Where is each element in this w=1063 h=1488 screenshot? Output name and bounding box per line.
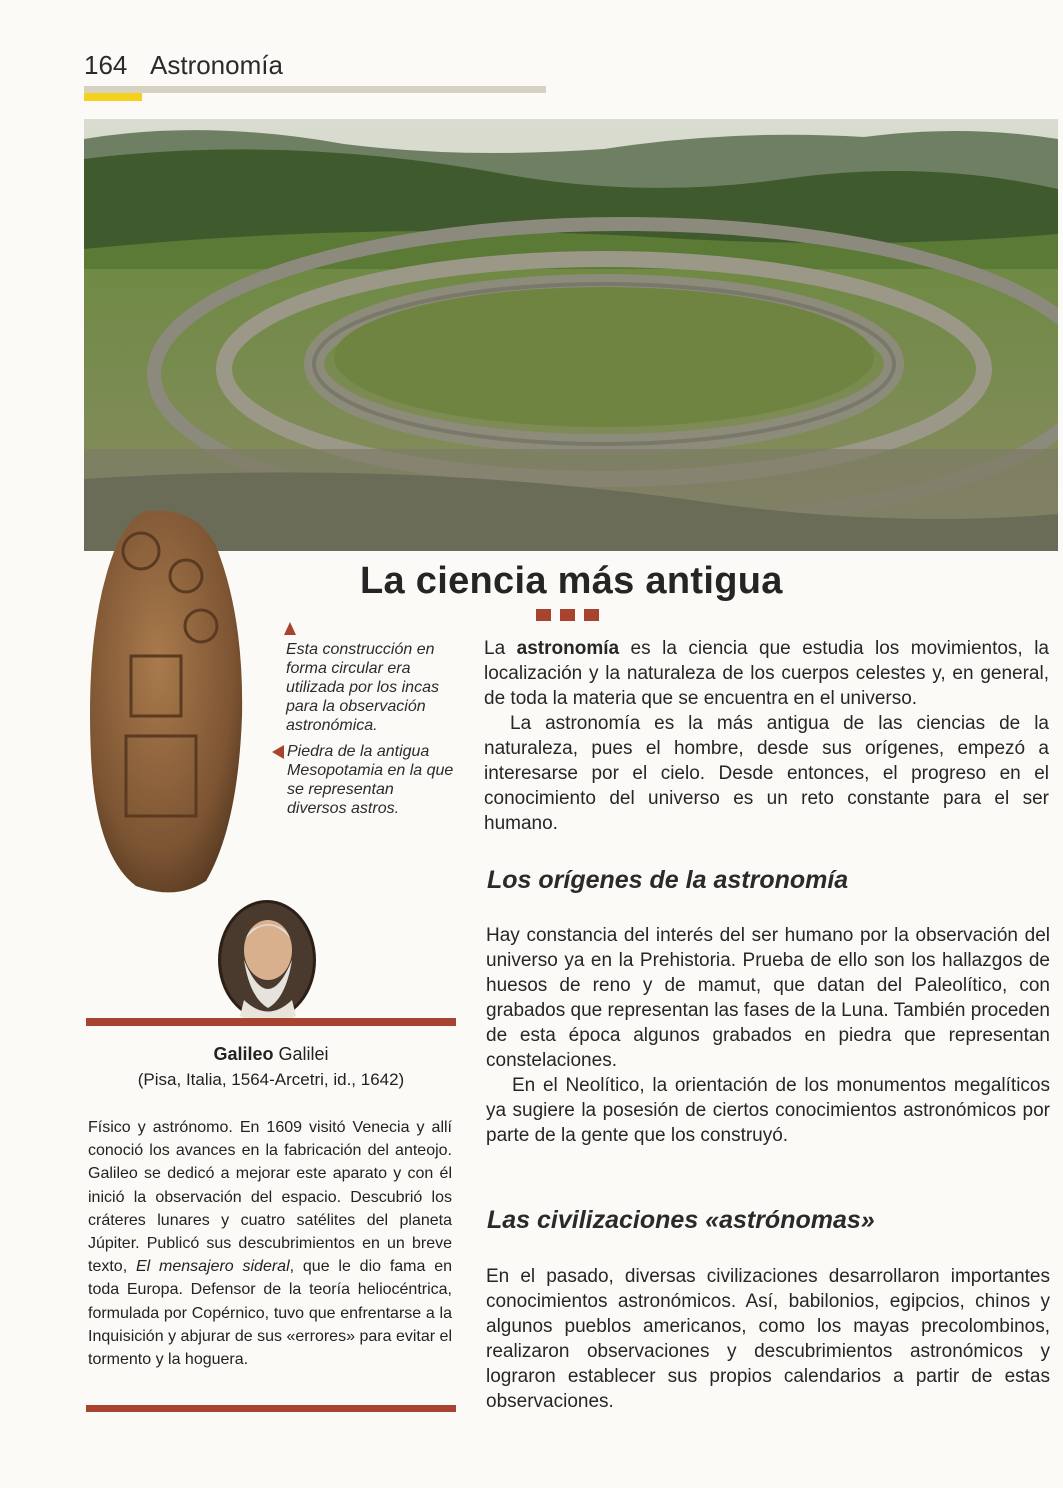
section-heading: Los orígenes de la astronomía <box>487 866 849 894</box>
stone-caption: Piedra de la antigua Mesopotamia en la que se representan diversos astros. <box>287 743 454 817</box>
title-ornament <box>536 609 600 621</box>
text-span: La <box>484 638 517 659</box>
galileo-dates: (Pisa, Italia, 1564-Arcetri, id., 1642) <box>137 1070 405 1089</box>
intro-text <box>484 636 1049 836</box>
text-span: es la ciencia que estudia los movimientos, la localización y la naturaleza de los cuerpos celestes y, en general, de toda la materia que se encuentra en el universo. <box>484 638 1049 709</box>
section-header: Astronomía <box>150 50 283 80</box>
header-rule <box>84 86 546 93</box>
paragraph: En el pasado, diversas civilizaciones desarrollaron importantes conocimientos astronómicos. Así, babilonios, egipcios, chinos y algunos pueblos americanos, como los mayas precolombinos, realizaron observaciones y descubrimientos astronómicos y lograron establecer sus propios calendarios a partir de estas observaciones. <box>486 1266 1050 1412</box>
paragraph: En el Neolítico, la orientación de los monumentos megalíticos ya sugiere la posesión de ciertos conocimientos astronómicos por parte de la gente que los construyó. <box>486 1075 1050 1146</box>
page-title: La ciencia más antigua <box>360 560 783 602</box>
galileo-name <box>86 1044 456 1065</box>
page-number: 164 <box>84 50 128 80</box>
text-span: Físico y astrónomo. En 1609 visitó Venecia y allí conoció los avances en la fabricación del anteojo. Galileo se dedicó a mejorar este aparato y con él inició la observación del espacio. Descubrió los cráteres lunares y cuatro satélites del planeta Júpiter. Publicó sus descubrimientos en un breve texto, <box>88 1119 452 1276</box>
paragraph: Hay constancia del interés del ser humano por la observación del universo ya en la Prehistoria. Prueba de ello son los hallazgos de huesos de reno y de mamut, que datan del Paleolítico, con grabados que representan las fases de la Luna. También proceden de esta época algunos grabados en piedra que representan constelaciones. <box>486 925 1050 1071</box>
header-accent-bar <box>84 93 142 101</box>
first-name: Galileo <box>213 1044 274 1064</box>
galileo-portrait <box>216 898 318 1028</box>
inca-ruins-photo <box>84 119 1058 551</box>
section-body <box>486 923 1050 1148</box>
intro-paragraph-2: La astronomía es la más antigua de las ciencias de la naturaleza, pues el hombre, desde sus orígenes, empezó a interesarse por el cielo. Desde entonces, el progreso en el conocimiento del universo es un reto constante para el ser humano. <box>484 713 1049 834</box>
keyword: astronomía <box>516 638 620 659</box>
last-name: Galilei <box>273 1044 329 1064</box>
galileo-biography <box>88 1116 452 1371</box>
galileo-box-top-rule <box>86 1018 456 1026</box>
up-arrow-icon <box>284 622 296 635</box>
section-body <box>486 1264 1050 1414</box>
left-arrow-icon <box>272 745 284 759</box>
mesopotamian-stone-image <box>86 506 246 896</box>
intro-paragraph-1 <box>484 636 1049 711</box>
book-title: El mensajero sideral <box>135 1258 290 1276</box>
section-heading: Las civilizaciones «astrónomas» <box>487 1206 875 1234</box>
text-span: , que le dio fama en toda Europa. Defensor de la teoría heliocéntrica, formulada por Copérnico, tuvo que enfrentarse a la Inquisición y abjurar de sus «errores» para evitar el tormento y la hoguera. <box>88 1258 453 1369</box>
photo-caption: Esta construcción en forma circular era utilizada por los incas para la observación astronómica. <box>286 641 439 734</box>
galileo-box-bottom-rule <box>86 1405 456 1412</box>
